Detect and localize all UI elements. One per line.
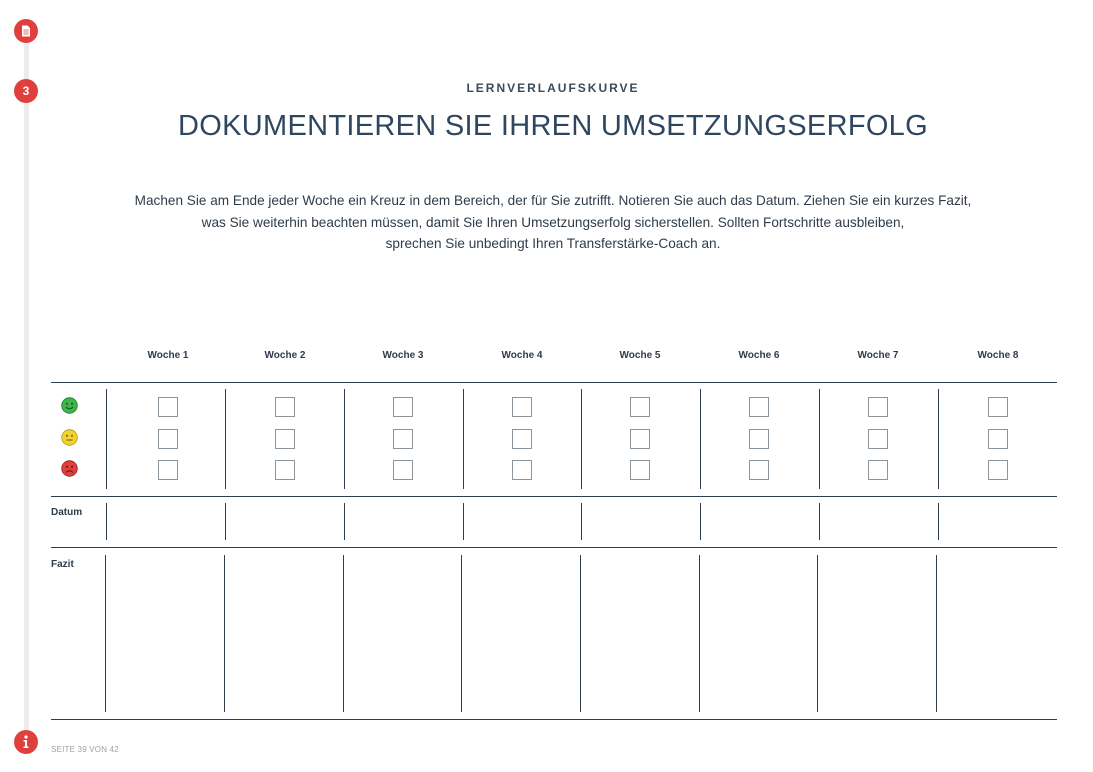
column-divider [819,503,820,540]
column-divider [463,503,464,540]
column-divider [819,389,820,489]
checkbox-week-5-neutral[interactable] [630,429,650,449]
column-divider [344,503,345,540]
checkbox-week-4-neutral[interactable] [512,429,532,449]
table-rule-top [51,382,1057,383]
page-number: SEITE 39 VON 42 [51,745,119,754]
column-divider [105,555,106,712]
column-divider [225,503,226,540]
checkbox-week-2-happy[interactable] [275,397,295,417]
column-divider [463,389,464,489]
checkbox-week-7-sad[interactable] [868,460,888,480]
column-divider [343,555,344,712]
checkbox-week-4-happy[interactable] [512,397,532,417]
table-rule-mood-bottom [51,496,1057,497]
week-header-1: Woche 1 [147,350,189,361]
checkbox-week-1-happy[interactable] [158,397,178,417]
column-divider [938,389,939,489]
week-header-8: Woche 8 [977,350,1019,361]
column-divider [581,503,582,540]
checkbox-week-8-neutral[interactable] [988,429,1008,449]
checkbox-week-4-sad[interactable] [512,460,532,480]
column-divider [581,389,582,489]
checkbox-week-1-sad[interactable] [158,460,178,480]
intro-line: was Sie weiterhin beachten müssen, damit Sie Ihren Umsetzungserfolg sicherstellen. Sollten Fortschritte ausbleiben, [201,214,905,230]
column-divider [938,503,939,540]
checkbox-week-8-sad[interactable] [988,460,1008,480]
document-icon[interactable] [14,19,38,43]
column-divider [106,503,107,540]
checkbox-week-6-neutral[interactable] [749,429,769,449]
info-icon[interactable] [14,730,38,754]
happy-face-icon [61,397,78,414]
column-divider [106,389,107,489]
column-divider [344,389,345,489]
date-row-label: Datum [51,507,83,518]
column-divider [700,503,701,540]
checkbox-week-8-happy[interactable] [988,397,1008,417]
column-divider [225,389,226,489]
intro-text [115,190,991,255]
column-divider [224,555,225,712]
column-divider [580,555,581,712]
week-header-6: Woche 6 [738,350,780,361]
checkbox-week-5-happy[interactable] [630,397,650,417]
week-header-4: Woche 4 [501,350,543,361]
intro-line: Machen Sie am Ende jeder Woche ein Kreuz in dem Bereich, der für Sie zutrifft. Notieren Sie auch das Datum. Ziehen Sie ein kurzes Fazit, [134,193,972,208]
week-header-7: Woche 7 [857,350,899,361]
week-header-5: Woche 5 [619,350,661,361]
checkbox-week-3-neutral[interactable] [393,429,413,449]
column-divider [817,555,818,712]
checkbox-week-2-sad[interactable] [275,460,295,480]
chapter-number: 3 [22,84,30,98]
column-divider [936,555,937,712]
page-title: DOKUMENTIEREN SIE IHREN UMSETZUNGSERFOLG [178,110,928,142]
summary-row-label: Fazit [51,559,74,570]
week-header-3: Woche 3 [382,350,424,361]
sad-face-icon [61,460,78,477]
column-divider [700,389,701,489]
week-header-2: Woche 2 [264,350,306,361]
checkbox-week-7-happy[interactable] [868,397,888,417]
checkbox-week-6-sad[interactable] [749,460,769,480]
checkbox-week-1-neutral[interactable] [158,429,178,449]
column-divider [699,555,700,712]
table-rule-date-bottom [51,547,1057,548]
checkbox-week-3-happy[interactable] [393,397,413,417]
neutral-face-icon [61,429,78,446]
checkbox-week-6-happy[interactable] [749,397,769,417]
section-eyebrow: LERNVERLAUFSKURVE [466,81,640,95]
column-divider [461,555,462,712]
checkbox-week-2-neutral[interactable] [275,429,295,449]
checkbox-week-3-sad[interactable] [393,460,413,480]
intro-line: sprechen Sie unbedingt Ihren Transferstärke-Coach an. [385,236,721,251]
checkbox-week-5-sad[interactable] [630,460,650,480]
checkbox-week-7-neutral[interactable] [868,429,888,449]
table-rule-bottom [51,719,1057,720]
